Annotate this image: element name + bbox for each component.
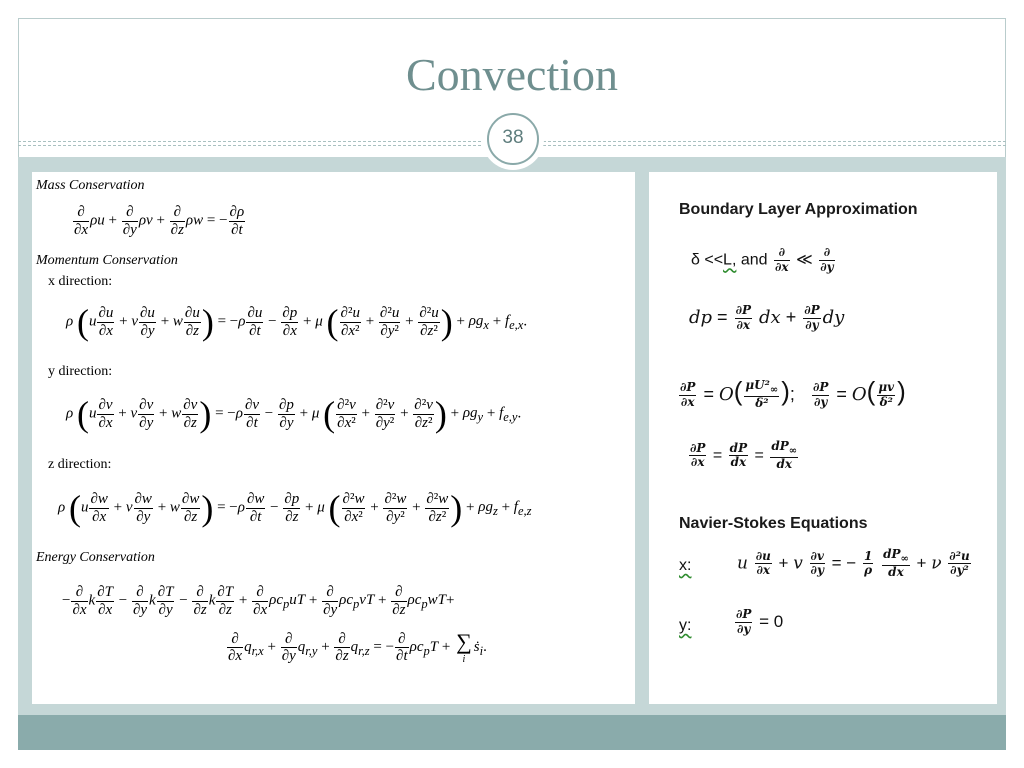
- z-direction-label: z direction:: [48, 457, 112, 472]
- pressure-order-equations: $\frac{\partial P}{\partial x}$ = O( $\frac{\mu U^2_\infty}{\text{δ²}}$ ); $\frac{\partial P}{\partial y}$ = O( $\frac{\mu v}{\text{δ²}}$ ): [680, 376, 906, 411]
- z-momentum-equation: ρ (u $\frac{\partial w}{\partial x}$ + v $\frac{\partial w}{\partial y}$ + w $\frac{\partial w}{\partial z}$ ) = −ρ $\frac{\partial w}{\partial t}$ − $\frac{\partial p}{\partial z}$ + μ ( $\frac{\text{∂²w}}{\text{∂x²}}$ + $\frac{\text{∂²w}}{\text{∂y²}}$ + $\frac{\text{∂²w}}{\text{∂z²}}$ ) + $\rho g_z + f_{e,z}$: [58, 488, 532, 528]
- dp-total-differential: dp = $\frac{\partial P}{\partial x}$ dx + $\frac{\partial P}{\partial y}$ dy: [689, 303, 845, 332]
- energy-equation-line2: $\frac{\partial}{\partial x}$ $q_{r,x}$ + $\frac{\partial}{\partial y}$ $q_{r,y}$ + $\frac{\partial}{\partial z}$ $q_{r,z}$ = − $\frac{\partial}{\partial t}$ $\rho c_pT$ + ∑ i ṡ$_i$.: [228, 629, 487, 666]
- bl-condition-equation: δ <<L, and $\frac{\partial}{\partial x}$ ≪ $\frac{\partial}{\partial y}$: [691, 245, 834, 274]
- ns-y-equation: $\frac{\partial P}{\partial y}$ = 0: [736, 607, 784, 636]
- mass-conservation-header: Mass Conservation: [36, 178, 145, 193]
- boundary-layer-header: Boundary Layer Approximation: [679, 201, 918, 218]
- page-number: 38: [487, 113, 539, 165]
- ns-y-label: y:: [679, 617, 692, 634]
- y-momentum-equation: ρ (u $\frac{\partial v}{\partial x}$ + v $\frac{\partial v}{\partial y}$ + w $\frac{\partial v}{\partial z}$ ) = −ρ $\frac{\partial v}{\partial t}$ − $\frac{\partial p}{\partial y}$ + μ ( $\frac{\text{∂²v}}{\text{∂x²}}$ + $\frac{\text{∂²v}}{\text{∂y²}}$ + $\frac{\text{∂²v}}{\text{∂z²}}$ ) + $\rho g_y + f_{e,y}$.: [66, 394, 522, 434]
- momentum-conservation-header: Momentum Conservation: [36, 253, 178, 268]
- ns-x-label: x:: [679, 557, 692, 574]
- navier-stokes-header: Navier-Stokes Equations: [679, 515, 868, 532]
- x-momentum-equation: ρ (u $\frac{\partial u}{\partial x}$ + v $\frac{\partial u}{\partial y}$ + w $\frac{\partial u}{\partial z}$ ) = −ρ $\frac{\partial u}{\partial t}$ − $\frac{\partial p}{\partial x}$ + μ ( $\frac{\text{∂²u}}{\text{∂x²}}$ + $\frac{\text{∂²u}}{\text{∂y²}}$ + $\frac{\text{∂²u}}{\text{∂z²}}$ ) + $\rho g_x + f_{e,x}$.: [66, 302, 528, 342]
- ns-x-equation: u $\frac{\partial u}{\partial x}$ + v $\frac{\partial v}{\partial y}$ = − $\frac{1}{\rho}$ $\frac{dP_\infty}{dx}$ + ν $\frac{\text{∂²u}}{\text{∂y²}}$: [737, 547, 970, 579]
- footer-bar: [18, 715, 1006, 750]
- x-direction-label: x direction:: [48, 274, 113, 289]
- slide-title: Convection: [405, 49, 619, 100]
- pressure-gradient-equation: $\frac{\partial P}{\partial x}$ = $\frac{dP}{dx}$ = $\frac{dP_\infty}{dx}$: [690, 439, 798, 471]
- right-equations-panel: [649, 172, 997, 704]
- y-direction-label: y direction:: [48, 364, 113, 379]
- energy-equation-line1: − $\frac{\partial}{\partial x}$ k $\frac{\partial T}{\partial x}$ − $\frac{\partial}{\partial y}$ k $\frac{\partial T}{\partial y}$ − $\frac{\partial}{\partial z}$ k $\frac{\partial T}{\partial z}$ + $\frac{\partial}{\partial x}$ $\rho c_puT$ + $\frac{\partial}{\partial y}$ $\rho c_pvT$ + $\frac{\partial}{\partial z}$ $\rho c_pwT+$: [62, 584, 455, 618]
- left-equations-panel: [32, 172, 635, 704]
- mass-equation: $\frac{\partial}{\partial x}$ ρu + $\frac{\partial}{\partial y}$ ρv + $\frac{\partial}{\partial z}$ ρw = − $\frac{\partial\rho}{\partial t}$: [74, 204, 245, 238]
- energy-conservation-header: Energy Conservation: [36, 550, 155, 565]
